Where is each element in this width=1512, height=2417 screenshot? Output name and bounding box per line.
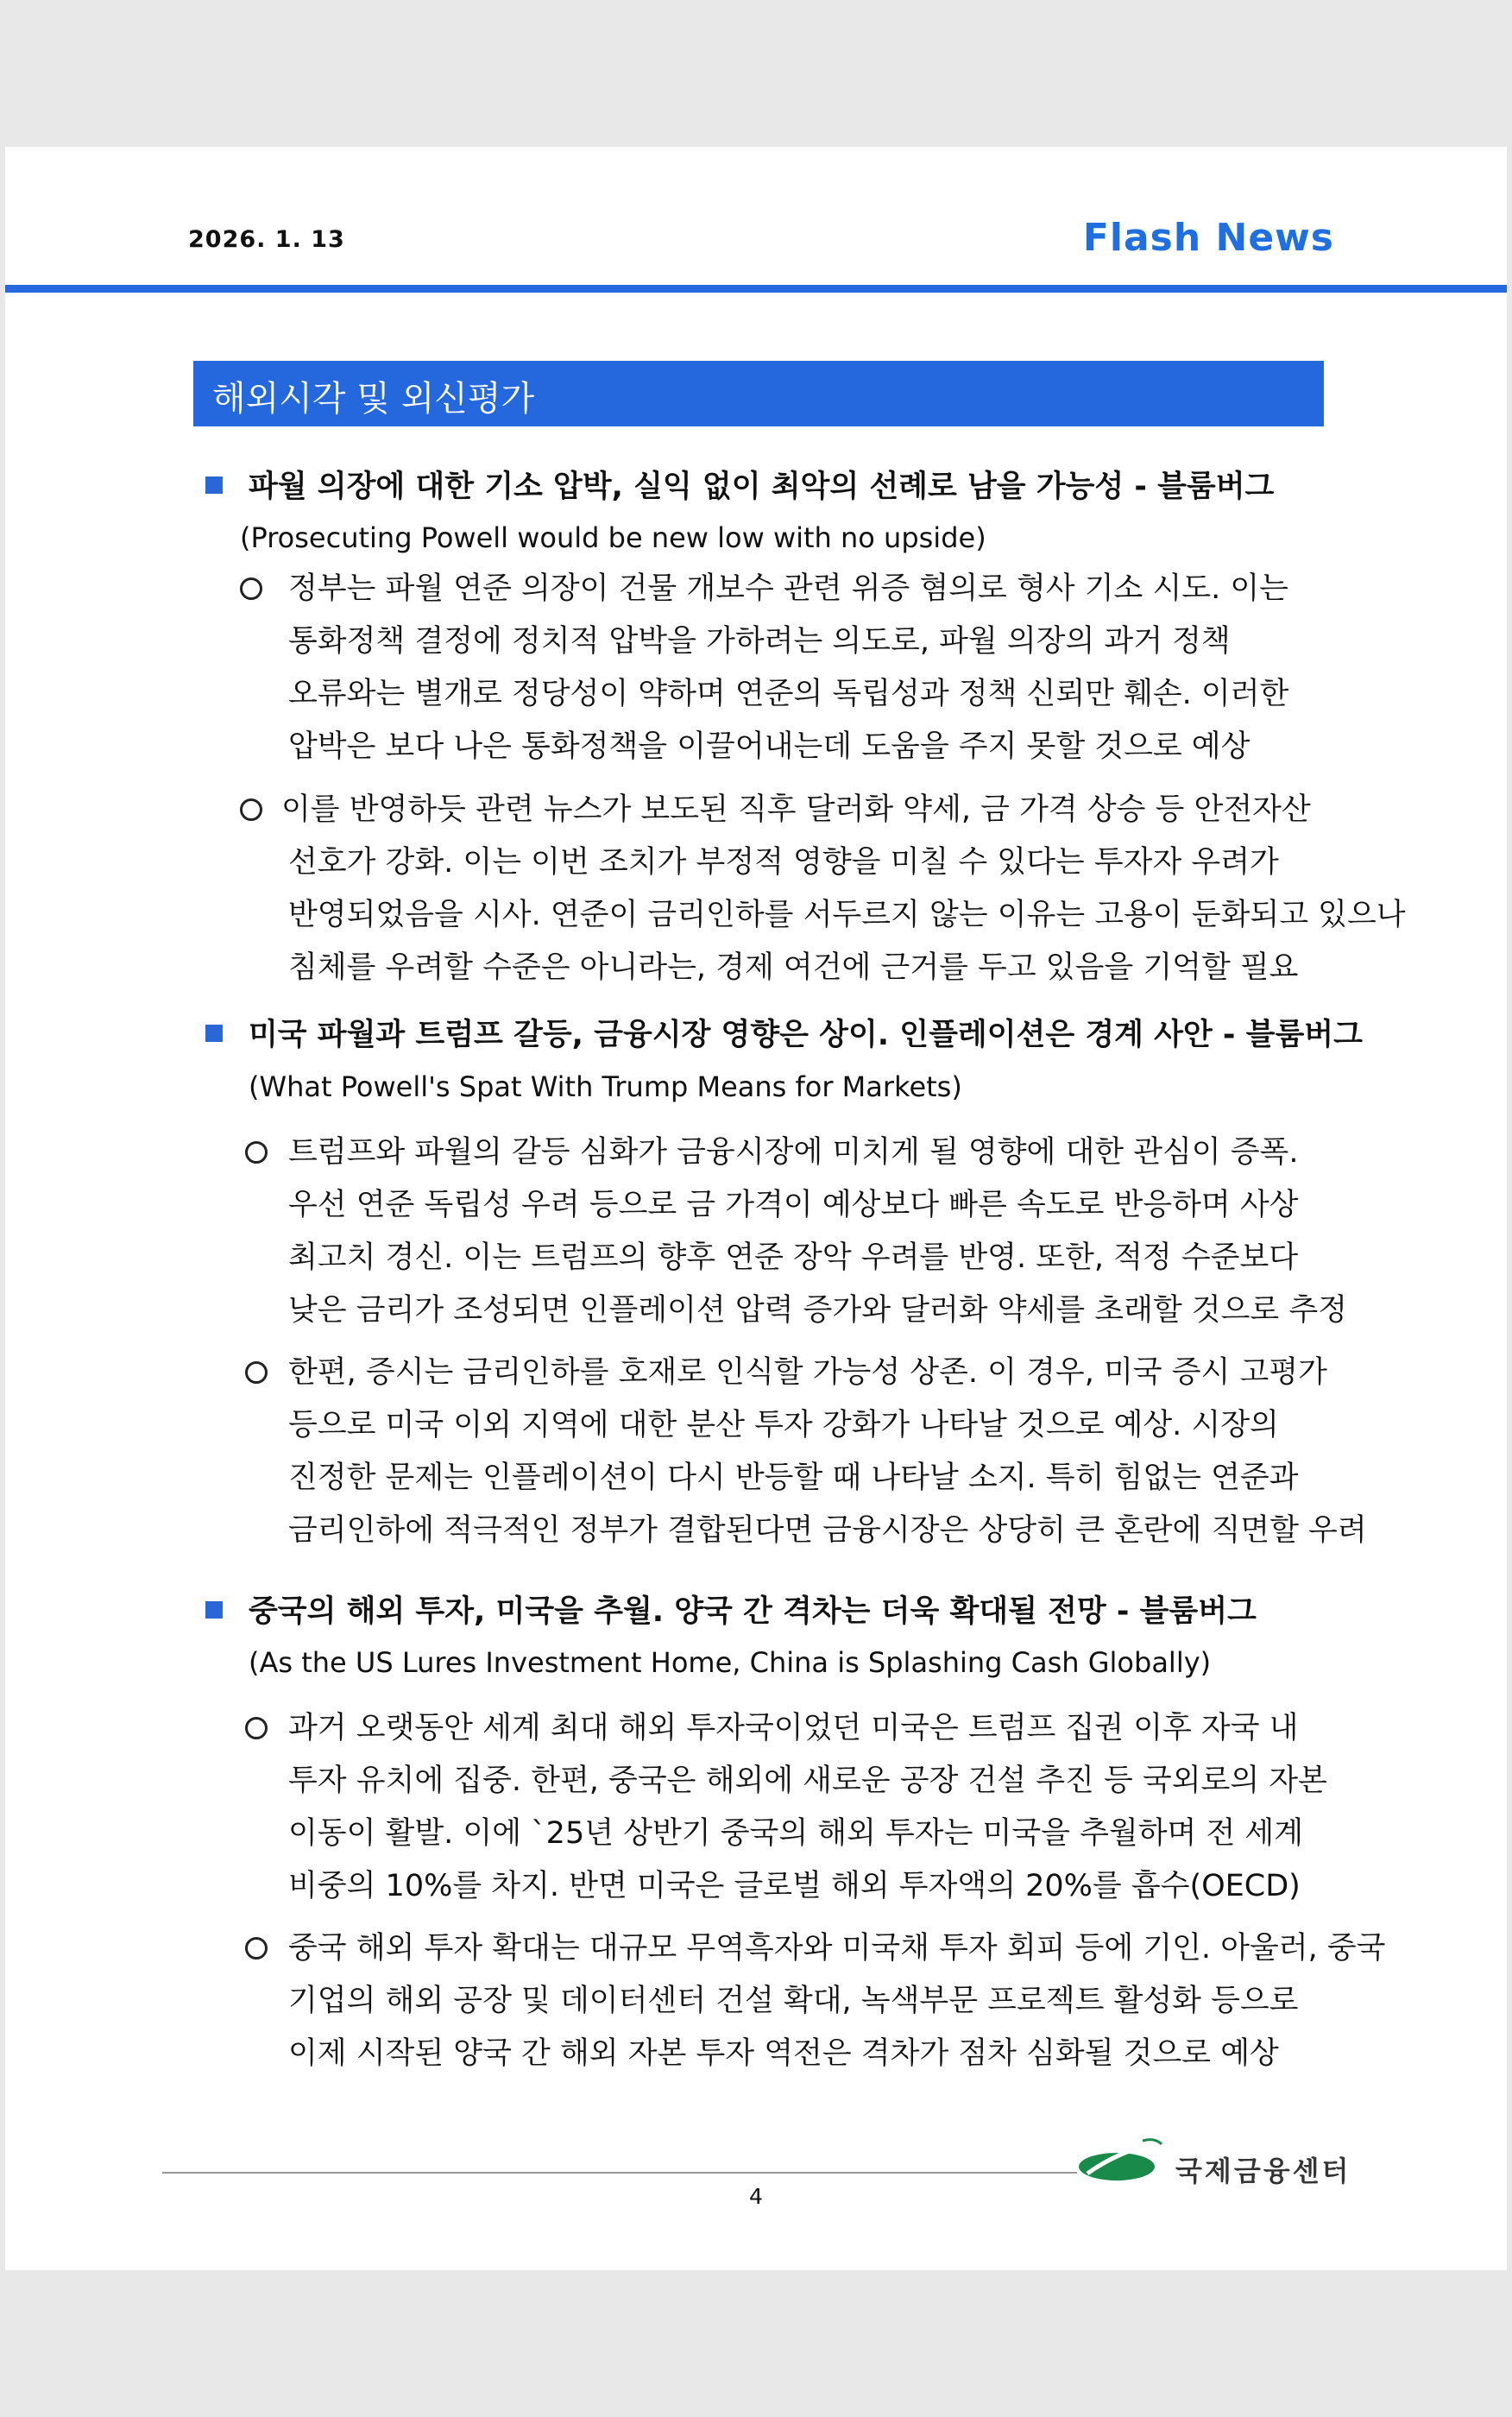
bullet-line: 침체를 우려할 수준은 아니라는, 경제 여건에 근거를 두고 있음을 기억할 필요 [288,950,1299,985]
article-title: 중국의 해외 투자, 미국을 추월. 양국 간 격차는 더욱 확대될 전망 - 블룸버그 [249,1594,1257,1629]
bullet-line: 통화정책 결정에 정치적 압박을 가하려는 의도로, 파월 의장의 과거 정책 [288,624,1231,659]
bullet-line: 이를 반영하듯 관련 뉴스가 보도된 직후 달러화 약세, 금 가격 상승 등 안전자산 [281,792,1311,827]
report-date: 2026. 1. 13 [188,226,345,253]
circle-bullet-icon [245,1141,268,1164]
footer-divider [162,2172,1077,2174]
bullet-line: 정부는 파월 연준 의장이 건물 개보수 관련 위증 혐의로 형사 기소 시도. 이는 [288,571,1288,606]
bullet-line: 최고치 경신. 이는 트럼프의 향후 연준 장악 우려를 반영. 또한, 적정 수준보다 [288,1240,1299,1275]
article-english-title: (What Powell's Spat With Trump Means for Markets) [249,1070,962,1103]
bullet-line: 한편, 증시는 금리인하를 호재로 인식할 가능성 상존. 이 경우, 미국 증시 고평가 [288,1355,1327,1390]
bullet-line: 비중의 10%를 차지. 반면 미국은 글로벌 해외 투자액의 20%를 흡수(OECD) [288,1869,1301,1903]
article-title: 미국 파월과 트럼프 갈등, 금융시장 영향은 상이. 인플레이션은 경계 사안 - 블룸버그 [249,1018,1363,1052]
bullet-line: 오류와는 별개로 정당성이 약하며 연준의 독립성과 정책 신뢰만 훼손. 이러한 [288,677,1289,711]
article-english-title: (As the US Lures Investment Home, China is Splashing Cash Globally) [249,1646,1212,1679]
org-name: 국제금융센터 [1175,2155,1351,2187]
bullet-line: 우선 연준 독립성 우려 등으로 금 가격이 예상보다 빠른 속도로 반응하며 사상 [288,1188,1299,1222]
bullet-line: 선호가 강화. 이는 이번 조치가 부정적 영향을 미칠 수 있다는 투자자 우려가 [288,845,1279,880]
circle-bullet-icon [245,1717,268,1739]
section-header [193,361,1324,426]
bullet-line: 반영되었음을 시사. 연준이 금리인하를 서두르지 않는 이유는 고용이 둔화되고 있으나 [288,898,1406,932]
article-title: 파월 의장에 대한 기소 압박, 실익 없이 최악의 선례로 남을 가능성 - 블룸버그 [249,470,1275,504]
kcif-logo-icon [1075,2136,1172,2187]
circle-bullet-icon [240,577,262,600]
bullet-line: 이제 시작된 양국 간 해외 자본 투자 역전은 격차가 점차 심화될 것으로 예상 [288,2036,1279,2071]
bullet-line: 기업의 해외 공장 및 데이터센터 건설 확대, 녹색부문 프로젝트 활성화 등으로 [288,1984,1299,2018]
bullet-line: 중국 해외 투자 확대는 대규모 무역흑자와 미국채 투자 회피 등에 기인. 아울러, 중국 [288,1931,1386,1966]
circle-bullet-icon [240,798,262,821]
bullet-line: 낮은 금리가 조성되면 인플레이션 압력 증가와 달러화 약세를 초래할 것으로 추정 [288,1293,1347,1328]
bullet-line: 트럼프와 파월의 갈등 심화가 금융시장에 미치게 될 영향에 대한 관심이 증폭. [288,1135,1299,1170]
bullet-line: 과거 오랫동안 세계 최대 해외 투자국이었던 미국은 트럼프 집권 이후 자국 내 [288,1711,1299,1745]
bullet-line: 이동이 활발. 이에 `25년 상반기 중국의 해외 투자는 미국을 추월하며 전 세계 [288,1816,1304,1851]
square-bullet-icon [205,1601,223,1619]
circle-bullet-icon [245,1361,268,1384]
bullet-line: 투자 유치에 집중. 한편, 중국은 해외에 새로운 공장 건설 추진 등 국외로의 자본 [288,1764,1327,1798]
bullet-line: 등으로 미국 이외 지역에 대한 분산 투자 강화가 나타날 것으로 예상. 시장의 [288,1408,1279,1442]
header-divider [5,285,1507,293]
circle-bullet-icon [245,1937,268,1959]
section-title: 해외시각 및 외신평가 [212,379,535,419]
brand-title: Flash News [1082,216,1334,260]
bullet-line: 금리인하에 적극적인 정부가 결합된다면 금융시장은 상당히 큰 혼란에 직면할 우려 [288,1513,1367,1548]
bullet-line: 진정한 문제는 인플레이션이 다시 반등할 때 나타날 소지. 특히 힘없는 연준과 [288,1461,1299,1495]
bullet-line: 압박은 보다 나은 통화정책을 이끌어내는데 도움을 주지 못할 것으로 예상 [288,729,1251,764]
square-bullet-icon [205,1025,223,1042]
page-number: 4 [749,2184,763,2209]
square-bullet-icon [205,476,223,494]
article-english-title: (Prosecuting Powell would be new low with no upside) [240,521,986,554]
